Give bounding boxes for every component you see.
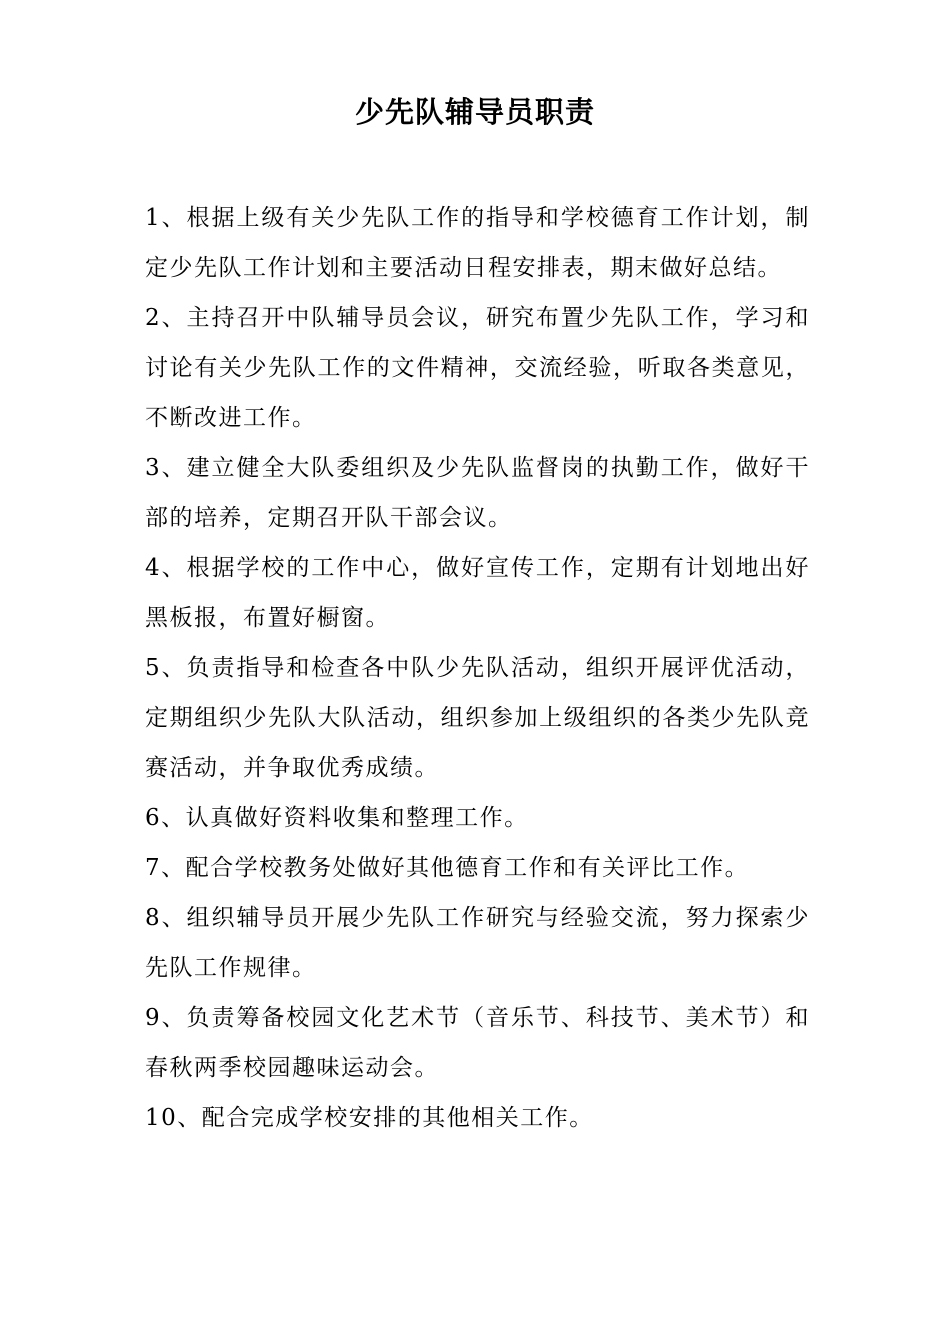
duty-item-3: 3、建立健全大队委组织及少先队监督岗的执勤工作，做好干部的培养，定期召开队干部会议。 [145, 455, 810, 531]
duty-item-7: 7、配合学校教务处做好其他德育工作和有关评比工作。 [145, 855, 750, 881]
duty-item-9: 9、负责筹备校园文化艺术节（音乐节、科技节、美术节）和春秋两季校园趣味运动会。 [145, 1005, 810, 1081]
duty-item-6: 6、认真做好资料收集和整理工作。 [145, 805, 529, 831]
duty-item-5: 5、负责指导和检查各中队少先队活动，组织开展评优活动，定期组织少先队大队活动，组织参加上级组织的各类少先队竞赛活动，并争取优秀成绩。 [145, 655, 810, 781]
duty-item-2: 2、主持召开中队辅导员会议，研究布置少先队工作，学习和讨论有关少先队工作的文件精神，交流经验，听取各类意见，不断改进工作。 [145, 305, 810, 431]
duty-item-4: 4、根据学校的工作中心，做好宣传工作，定期有计划地出好黑板报，布置好橱窗。 [145, 555, 810, 631]
duty-item-8: 8、组织辅导员开展少先队工作研究与经验交流，努力探索少先队工作规律。 [145, 905, 810, 981]
duty-item-10: 10、配合完成学校安排的其他相关工作。 [145, 1105, 594, 1131]
duty-list [145, 193, 810, 1143]
document-title: 少先队辅导员职责 [354, 95, 595, 129]
duty-item-1: 1、根据上级有关少先队工作的指导和学校德育工作计划，制定少先队工作计划和主要活动日程安排表，期末做好总结。 [145, 205, 810, 281]
